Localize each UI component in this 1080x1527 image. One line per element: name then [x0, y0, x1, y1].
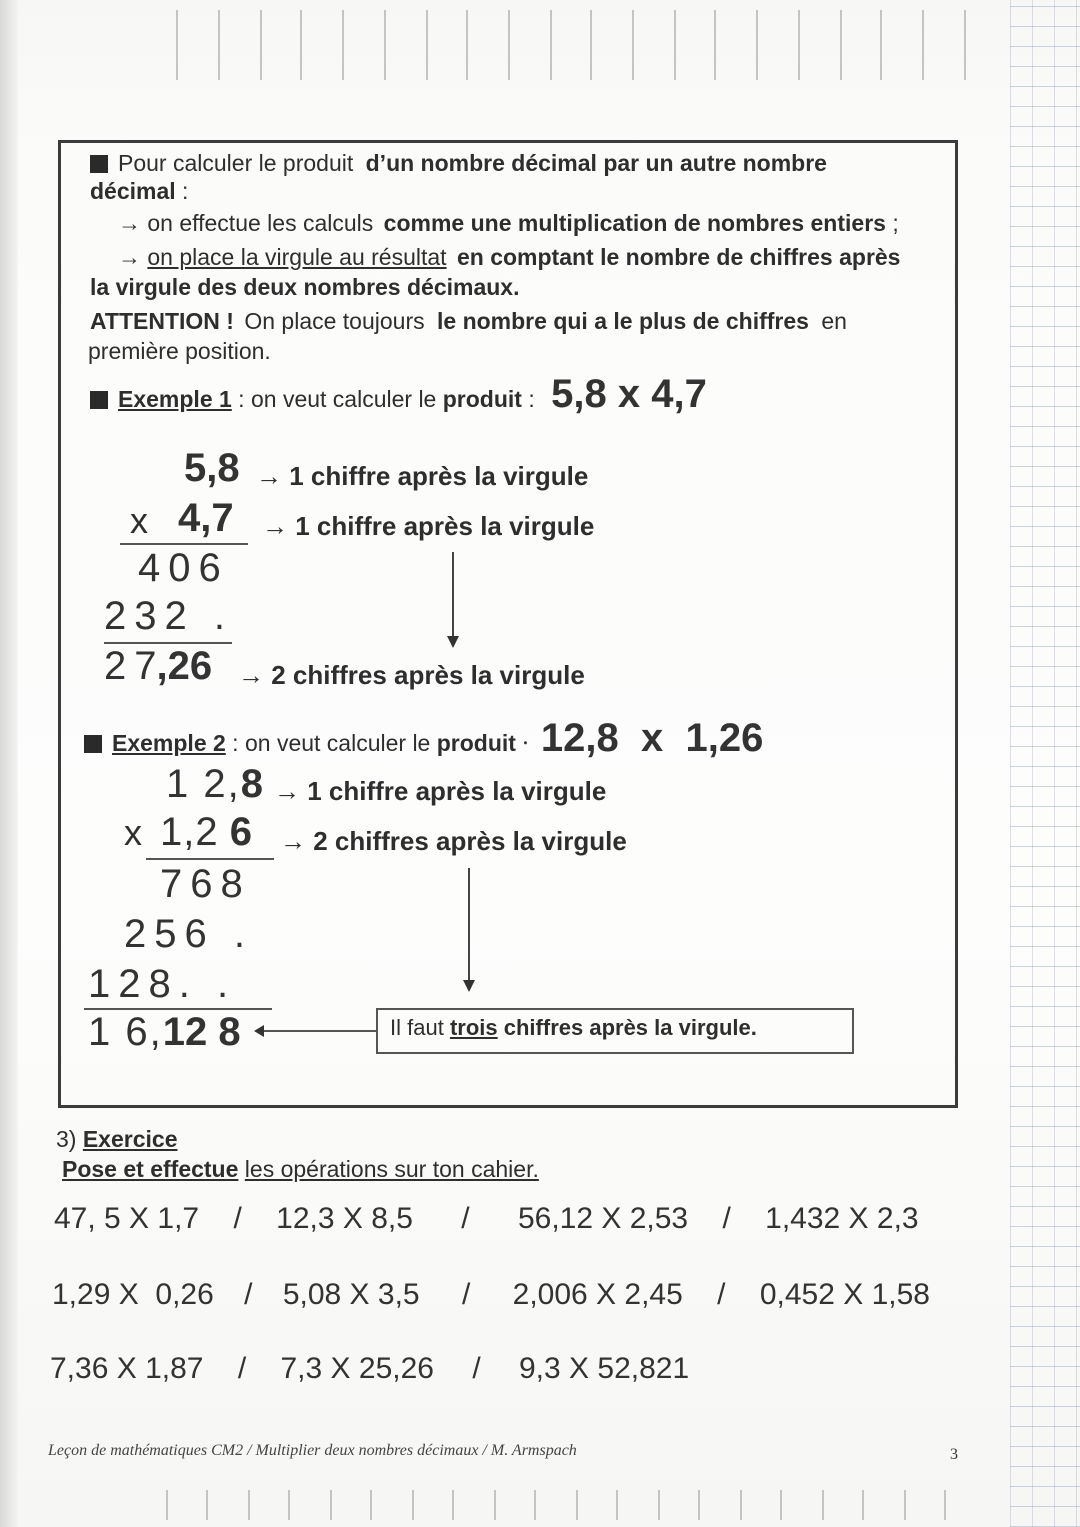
grid-paper-edge	[1010, 0, 1080, 1527]
exercise-row-1: 47, 5 X 1,7 / 12,3 X 8,5 / 56,12 X 2,53 / 1,432 X 2,3	[54, 1202, 919, 1235]
exercise-row-3: 7,36 X 1,87 / 7,3 X 25,26 / 9,3 X 52,821	[50, 1352, 690, 1385]
footer-text: Leçon de mathématiques CM2 / Multiplier deux nombres décimaux / M. Armspach	[48, 1442, 577, 1459]
ex1-result: 27,26	[104, 644, 213, 688]
exercise-item: 56,12 X 2,53	[517, 1202, 689, 1235]
exercise-instruction: Pose et effectue les opérations sur ton cahier.	[62, 1156, 539, 1182]
ex1-operand-2: 4,7	[178, 496, 234, 540]
attention-line: ATTENTION ! On place toujours le nombre qui a le plus de chiffres en	[90, 308, 847, 334]
ex1-operand-1-note: → 1 chiffre après la virgule	[256, 461, 589, 491]
ex2-partial-1: 768	[160, 862, 251, 906]
ex1-line-1	[120, 543, 248, 545]
example-1-heading: Exemple 1 : on veut calculer le produit : 5,8 x 4,7	[90, 372, 707, 417]
ex1-times-sign: x	[130, 500, 148, 541]
ex2-operand-1-note: → 1 chiffre après la virgule	[274, 776, 607, 806]
rule-step-1: → on effectue les calculs comme une multiplication de nombres entiers ;	[118, 210, 899, 236]
ex2-partial-3: 128. .	[88, 962, 237, 1006]
bottom-binding-lines	[100, 1490, 1000, 1527]
ex1-operand-1: 5,8	[184, 446, 240, 490]
ex1-operand-2-note: → 1 chiffre après la virgule	[262, 511, 595, 541]
rule-line-2: décimal :	[90, 178, 189, 204]
exercise-item: 7,36 X 1,87	[50, 1352, 204, 1385]
exercise-item: 12,3 X 8,5	[276, 1202, 413, 1235]
ex2-partial-2: 256 .	[124, 912, 253, 956]
exercise-item: 7,3 X 25,26	[280, 1352, 434, 1385]
bullet-square-icon	[84, 735, 102, 753]
ex2-left-arrow-line	[262, 1030, 376, 1032]
exercise-item: 1,29 X 0,26	[52, 1278, 214, 1311]
attention-line-2: première position.	[88, 338, 271, 364]
bullet-square-icon	[90, 155, 108, 173]
ex2-line-1	[146, 858, 274, 860]
ex1-down-arrow-line	[452, 552, 454, 636]
ex2-down-arrow-line	[468, 868, 470, 980]
ex2-operand-1: 1 2,8	[166, 762, 263, 806]
rule-line-1: Pour calculer le produit d’un nombre décimal par un autre nombre	[90, 150, 827, 177]
example-2-heading: Exemple 2 : on veut calculer le produit ⸱ 12,8 x 1,26	[84, 716, 763, 761]
ex2-times-sign: x	[124, 812, 142, 853]
exercise-heading: 3) Exercice	[56, 1126, 178, 1152]
left-edge	[0, 0, 18, 1527]
exercise-item: 9,3 X 52,821	[519, 1352, 690, 1385]
left-arrow-icon	[254, 1025, 264, 1037]
rule-step-2-cont: la virgule des deux nombres décimaux.	[90, 274, 520, 300]
ex2-operand-2: 1,2 6	[160, 810, 252, 854]
page-number: 3	[950, 1446, 958, 1463]
ex2-note-text: Il faut trois chiffres après la virgule.	[390, 1015, 757, 1040]
top-binding-lines	[100, 0, 1000, 80]
exercise-item: 1,432 X 2,3	[765, 1202, 919, 1235]
ex1-partial-2: 232 .	[104, 594, 233, 638]
exercise-row-2: 1,29 X 0,26 / 5,08 X 3,5 / 2,006 X 2,45 / 0,452 X 1,58	[52, 1278, 930, 1311]
ex2-result: 1 6,12 8	[88, 1010, 241, 1054]
down-arrow-icon	[463, 980, 475, 992]
exercise-item: 2,006 X 2,45	[512, 1278, 683, 1311]
ex2-operand-2-note: → 2 chiffres après la virgule	[280, 826, 627, 856]
exercise-item: 5,08 X 3,5	[282, 1278, 420, 1311]
ex1-partial-1: 406	[138, 546, 229, 590]
ex1-result-note: → 2 chiffres après la virgule	[238, 660, 585, 690]
exercise-item: 47, 5 X 1,7	[54, 1202, 200, 1235]
bullet-square-icon	[90, 391, 108, 409]
exercise-item: 0,452 X 1,58	[759, 1278, 930, 1311]
down-arrow-icon	[447, 636, 459, 648]
rule-step-2: → on place la virgule au résultat en comptant le nombre de chiffres après	[118, 244, 901, 270]
